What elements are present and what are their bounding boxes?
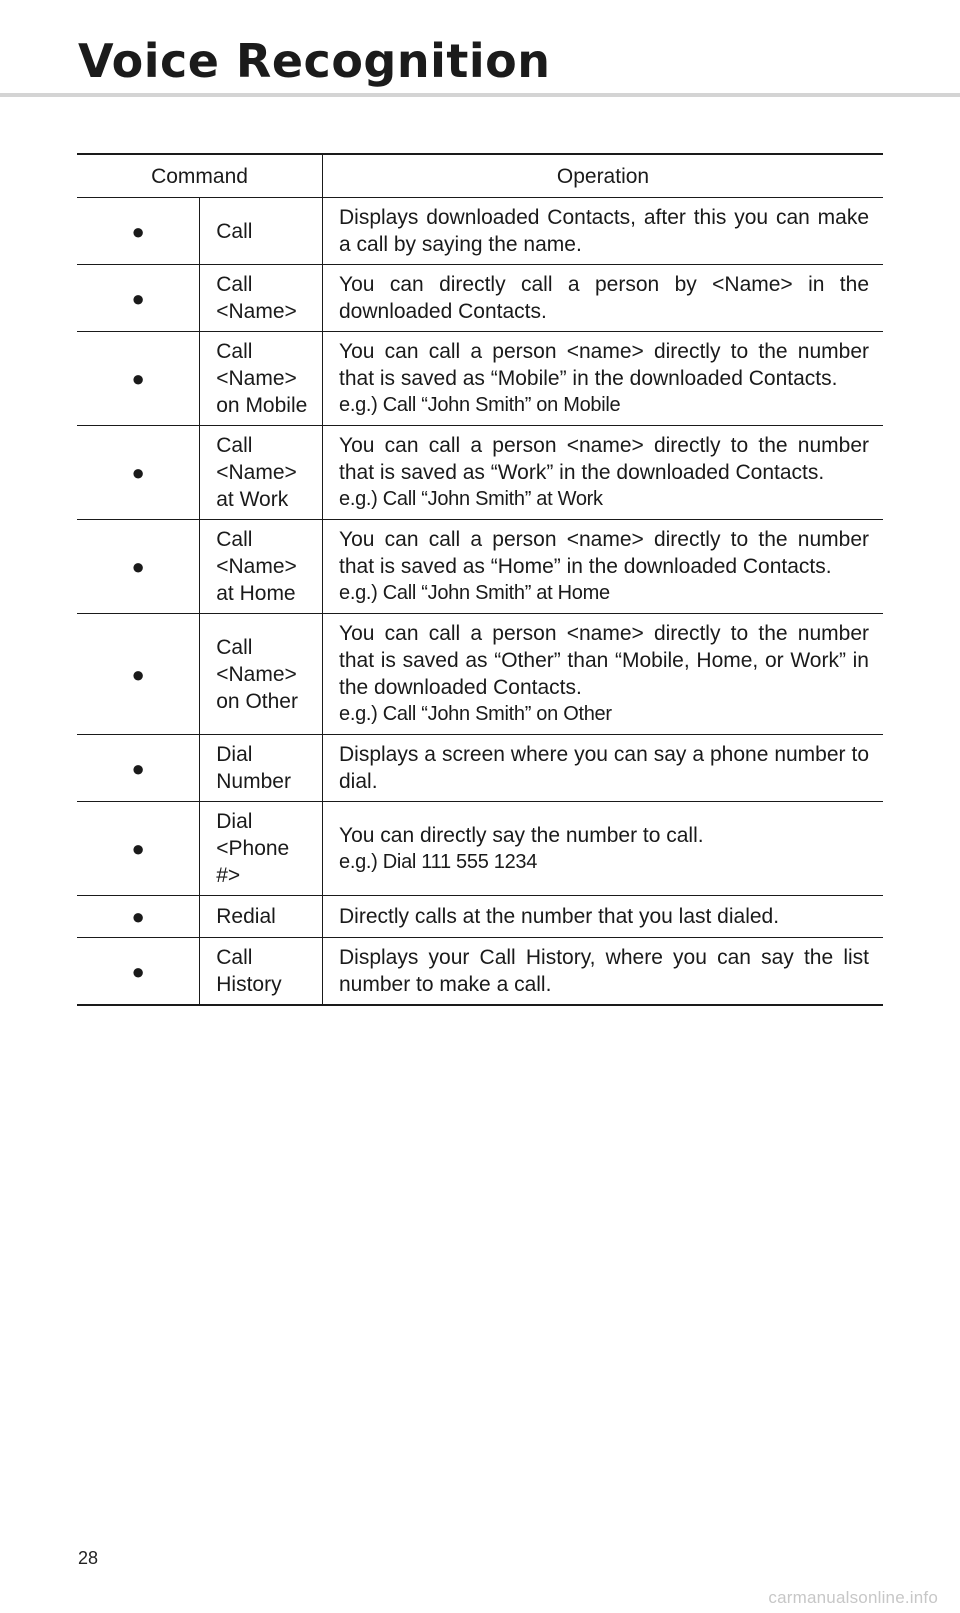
operation-text: You can call a person <name> directly to the number that is saved as “Home” in the downloaded Contacts.	[339, 528, 869, 578]
table-row	[77, 735, 883, 802]
operation-example: e.g.) Call “John Smith” at Home	[339, 582, 610, 604]
bullet-icon: ●	[77, 520, 200, 614]
operation-cell	[323, 896, 884, 938]
operation-text: Displays your Call History, where you can say the list number to make a call.	[339, 946, 869, 996]
operation-cell	[323, 198, 884, 265]
bullet-icon: ●	[77, 332, 200, 426]
table-row	[77, 198, 883, 265]
operation-text: You can call a person <name> directly to the number that is saved as “Other” than “Mobile, Home, or Work” in the downloaded Contacts.	[339, 622, 869, 699]
command-cell: Redial	[200, 896, 323, 938]
bullet-icon: ●	[77, 938, 200, 1006]
table-row	[77, 520, 883, 614]
operation-cell	[323, 938, 884, 1006]
table-row	[77, 896, 883, 938]
operation-cell	[323, 332, 884, 426]
voice-command-table	[77, 153, 883, 1006]
table-row	[77, 332, 883, 426]
command-cell: Call <Name> at Home	[200, 520, 323, 614]
command-column-header: Command	[77, 154, 323, 198]
bullet-icon: ●	[77, 265, 200, 332]
page-title: Voice Recognition	[78, 34, 551, 88]
command-cell: Call	[200, 198, 323, 265]
operation-text: You can call a person <name> directly to the number that is saved as “Mobile” in the downloaded Contacts.	[339, 340, 869, 390]
bullet-icon: ●	[77, 735, 200, 802]
operation-text: You can directly call a person by <Name> in the downloaded Contacts.	[339, 273, 869, 323]
table-header-row	[77, 154, 883, 198]
operation-text: You can directly say the number to call.	[339, 823, 704, 847]
operation-cell	[323, 426, 884, 520]
operation-example: e.g.) Call “John Smith” at Work	[339, 488, 603, 510]
bullet-icon: ●	[77, 426, 200, 520]
command-cell: Dial Number	[200, 735, 323, 802]
command-cell: Call <Name> on Other	[200, 614, 323, 735]
table-row	[77, 265, 883, 332]
watermark: carmanualsonline.info	[768, 1588, 938, 1607]
operation-cell	[323, 265, 884, 332]
operation-cell	[323, 520, 884, 614]
table-row	[77, 426, 883, 520]
operation-text: You can call a person <name> directly to the number that is saved as “Work” in the downloaded Contacts.	[339, 434, 869, 484]
operation-text: Displays a screen where you can say a phone number to dial.	[339, 743, 869, 793]
operation-text: Directly calls at the number that you last dialed.	[339, 905, 780, 928]
table-body	[77, 198, 883, 1006]
operation-example: e.g.) Call “John Smith” on Mobile	[339, 394, 621, 416]
page-number: 28	[78, 1548, 99, 1568]
table-row	[77, 938, 883, 1006]
command-cell: Call <Name> at Work	[200, 426, 323, 520]
operation-column-header: Operation	[323, 154, 884, 198]
operation-cell	[323, 614, 884, 735]
title-divider	[0, 93, 960, 97]
operation-cell	[323, 802, 884, 896]
bullet-icon: ●	[77, 802, 200, 896]
operation-example: e.g.) Call “John Smith” on Other	[339, 703, 612, 725]
command-cell: Dial <Phone #>	[200, 802, 323, 896]
bullet-icon: ●	[77, 198, 200, 265]
command-cell: Call <Name> on Mobile	[200, 332, 323, 426]
bullet-icon: ●	[77, 614, 200, 735]
command-cell: Call History	[200, 938, 323, 1006]
bullet-icon: ●	[77, 896, 200, 938]
operation-cell	[323, 735, 884, 802]
operation-text: Displays downloaded Contacts, after this you can make a call by saying the name.	[339, 206, 869, 256]
command-cell: Call <Name>	[200, 265, 323, 332]
table-row	[77, 802, 883, 896]
operation-example: e.g.) Dial 111 555 1234	[339, 850, 538, 873]
table-row	[77, 614, 883, 735]
